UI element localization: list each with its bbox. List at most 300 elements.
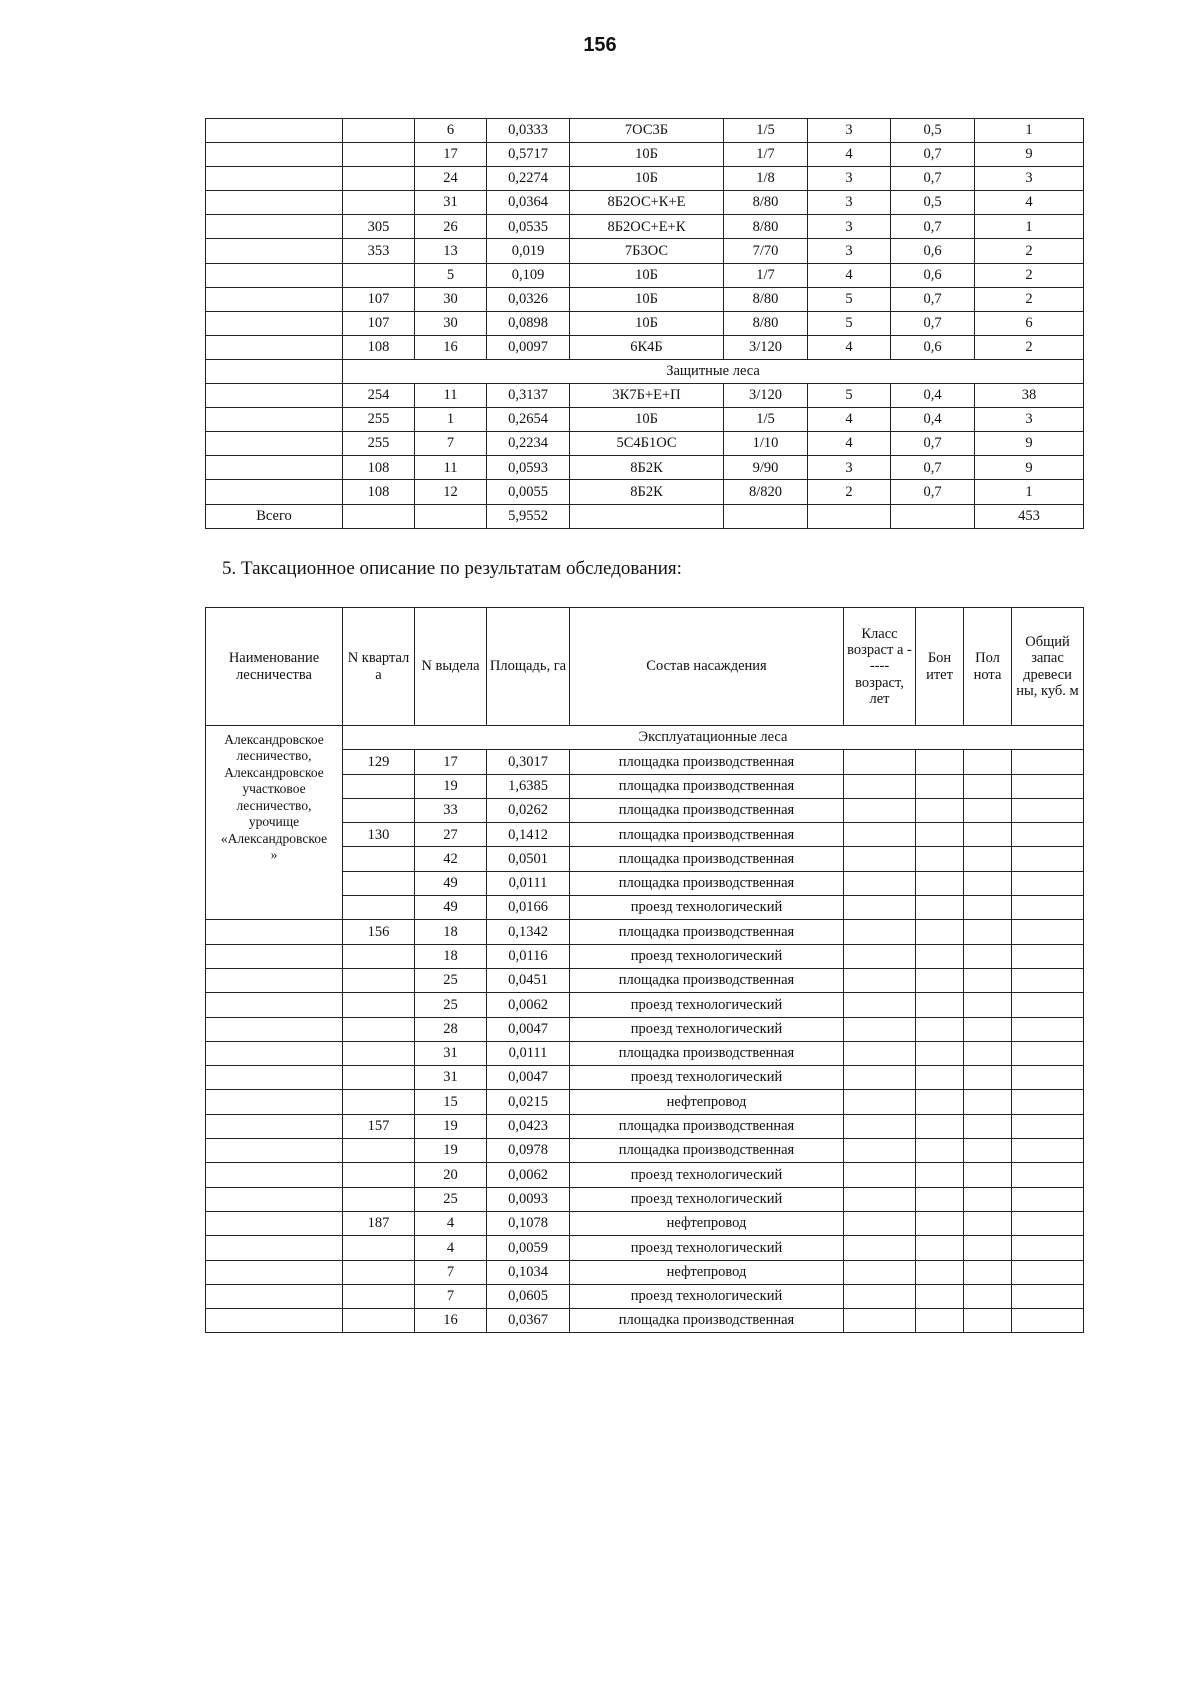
table-cell [1012,1066,1084,1090]
column-header: Площадь, га [487,608,570,726]
table-cell: 0,0059 [487,1236,570,1260]
table-cell [844,823,916,847]
table-cell [964,1260,1012,1284]
table-cell: 0,0111 [487,1041,570,1065]
table-cell [916,823,964,847]
table-cell: 0,7 [891,215,975,239]
table-cell: 19 [415,1114,487,1138]
table-cell: 3/120 [724,384,808,408]
table-cell [206,119,343,143]
table-row [206,311,1084,335]
table-cell: 0,0501 [487,847,570,871]
table-row [206,993,1084,1017]
table-cell [964,920,1012,944]
table-cell: 8/80 [724,215,808,239]
table-cell [1012,1284,1084,1308]
table-cell [1012,1187,1084,1211]
table-cell: проезд технологический [570,1284,844,1308]
forestry-name: Александровское лесничество, Александровское участковое лесничество, урочище «Александровское » [206,726,343,920]
table-cell [343,1309,415,1333]
table-cell: 1 [975,119,1084,143]
table-cell [1012,944,1084,968]
table-row [206,1211,1084,1235]
table-cell: 8/80 [724,191,808,215]
table-cell: площадка производственная [570,798,844,822]
table-row [206,335,1084,359]
table-cell: 10Б [570,167,724,191]
table-cell: 0,0047 [487,1017,570,1041]
total-cell: 453 [975,504,1084,528]
table-cell [206,1187,343,1211]
table-cell: 1/7 [724,263,808,287]
column-header: Состав насаждения [570,608,844,726]
table-cell [343,1090,415,1114]
table-cell [844,871,916,895]
table-cell [206,263,343,287]
table-cell [1012,1114,1084,1138]
total-cell: 5,9552 [487,504,570,528]
table-cell [844,968,916,992]
table-cell: 156 [343,920,415,944]
table-cell: 8Б2К [570,456,724,480]
table-cell [1012,1017,1084,1041]
table-cell: площадка производственная [570,1114,844,1138]
table-cell [1012,823,1084,847]
table-cell: 31 [415,1066,487,1090]
table-cell: 108 [343,480,415,504]
table-cell [844,1260,916,1284]
table-cell [343,1284,415,1308]
table-cell: 7 [415,1260,487,1284]
table-cell [206,1114,343,1138]
table-cell [206,1139,343,1163]
table-cell [206,287,343,311]
table-cell [916,1187,964,1211]
table-cell [844,1114,916,1138]
table-cell: 8Б2К [570,480,724,504]
section-caption: 5. Таксационное описание по результатам обследования: [222,558,682,579]
table-cell: 0,2274 [487,167,570,191]
table-cell [206,1236,343,1260]
table-cell: проезд технологический [570,993,844,1017]
table-cell: 0,0593 [487,456,570,480]
table-cell [343,993,415,1017]
table-cell [343,1017,415,1041]
table-cell [1012,1260,1084,1284]
table-cell: 7 [415,432,487,456]
section-label: Защитные леса [343,359,1084,383]
table-cell [343,263,415,287]
total-cell [343,504,415,528]
table-cell: площадка производственная [570,823,844,847]
table-row [206,408,1084,432]
table-cell: 11 [415,456,487,480]
table-cell: проезд технологический [570,1236,844,1260]
table-cell: 0,7 [891,167,975,191]
table-cell [844,798,916,822]
table-cell: 6 [975,311,1084,335]
table-cell: 3 [808,239,891,263]
table-cell: площадка производственная [570,968,844,992]
table-cell: 0,0062 [487,1163,570,1187]
table-cell [206,920,343,944]
table-cell: 255 [343,408,415,432]
table-cell: 1/8 [724,167,808,191]
table-row [206,384,1084,408]
table-cell [1012,1309,1084,1333]
table-cell [844,1139,916,1163]
section-label: Эксплуатационные леса [343,726,1084,750]
table-cell: 129 [343,750,415,774]
table-cell [916,1139,964,1163]
total-cell [415,504,487,528]
column-header: Класс возраст а ----- возраст, лет [844,608,916,726]
table-cell [964,1139,1012,1163]
table-cell: 10Б [570,311,724,335]
table-cell: 130 [343,823,415,847]
table-row [206,1309,1084,1333]
table-row [206,920,1084,944]
table-cell: 6К4Б [570,335,724,359]
table-cell [964,1163,1012,1187]
table-cell: 3К7Б+Е+П [570,384,724,408]
table-cell: 1/5 [724,408,808,432]
table-cell: площадка производственная [570,920,844,944]
table-cell [964,1041,1012,1065]
table-cell [206,1309,343,1333]
table-cell [343,1066,415,1090]
table-cell [916,944,964,968]
table-cell: 0,0062 [487,993,570,1017]
table-cell [343,968,415,992]
table-cell [343,1139,415,1163]
table-cell: проезд технологический [570,896,844,920]
table-cell [206,968,343,992]
table-cell: 18 [415,944,487,968]
table-cell: 6 [415,119,487,143]
table-cell: 1 [975,480,1084,504]
table-cell: 7ОС3Б [570,119,724,143]
table-cell: 0,0215 [487,1090,570,1114]
table-cell [964,968,1012,992]
table-cell [343,1187,415,1211]
table-cell: 0,7 [891,480,975,504]
table-cell: 13 [415,239,487,263]
table-cell [964,944,1012,968]
table-cell [844,847,916,871]
table-cell: 0,0093 [487,1187,570,1211]
table-cell: 4 [808,408,891,432]
table-cell: 0,0364 [487,191,570,215]
table-cell: 38 [975,384,1084,408]
table-cell: нефтепровод [570,1090,844,1114]
table-cell: 0,0535 [487,215,570,239]
table-cell: 0,0451 [487,968,570,992]
table-cell: 0,7 [891,432,975,456]
table-cell: 0,0898 [487,311,570,335]
table-cell: 5 [808,311,891,335]
table-cell: 0,5717 [487,143,570,167]
table-cell: 10Б [570,143,724,167]
table-row [206,1090,1084,1114]
table-cell: 108 [343,335,415,359]
table-cell: 0,109 [487,263,570,287]
table-cell: 0,1078 [487,1211,570,1235]
table-cell [844,993,916,1017]
table-cell: 4 [975,191,1084,215]
table-cell [206,408,343,432]
table-cell: 1,6385 [487,774,570,798]
table-cell: 0,0605 [487,1284,570,1308]
table-cell: 4 [808,432,891,456]
table-cell: 16 [415,335,487,359]
table-cell: 107 [343,287,415,311]
table-row [206,1284,1084,1308]
table-cell [206,311,343,335]
table-cell [1012,774,1084,798]
table-cell: 305 [343,215,415,239]
table-cell: 5 [808,287,891,311]
table-cell: 3 [808,191,891,215]
table-cell [916,896,964,920]
table-cell: проезд технологический [570,1017,844,1041]
table-cell [206,1163,343,1187]
table-row [206,1163,1084,1187]
column-header: Общий запас древеси ны, куб. м [1012,608,1084,726]
table-cell [964,798,1012,822]
table-cell [844,1066,916,1090]
table-cell [1012,1236,1084,1260]
column-header: Наименование лесничества [206,608,343,726]
table-cell: 9 [975,143,1084,167]
table-cell [1012,750,1084,774]
table-cell: 0,4 [891,384,975,408]
table-row [206,1066,1084,1090]
table-cell: 157 [343,1114,415,1138]
total-cell [724,504,808,528]
table-cell [1012,1211,1084,1235]
table-cell: 0,0166 [487,896,570,920]
table-cell: 16 [415,1309,487,1333]
table-cell [343,119,415,143]
table-cell: 8/80 [724,311,808,335]
table-cell: 7 [415,1284,487,1308]
table-row [206,191,1084,215]
section-row [206,359,1084,383]
table-cell: 0,0055 [487,480,570,504]
table-cell: 108 [343,456,415,480]
table-cell: 0,7 [891,456,975,480]
table-cell: проезд технологический [570,1163,844,1187]
table-cell: площадка производственная [570,1041,844,1065]
table-cell: 42 [415,847,487,871]
table-cell [206,456,343,480]
table-cell [916,1114,964,1138]
table-cell: 0,0333 [487,119,570,143]
table-cell [916,871,964,895]
table-cell [343,847,415,871]
table-row [206,1236,1084,1260]
table-cell: 4 [415,1236,487,1260]
table-row [206,1260,1084,1284]
table-cell: 2 [808,480,891,504]
felling-table [205,118,1084,529]
table-row [206,143,1084,167]
table-cell: нефтепровод [570,1260,844,1284]
table-cell: 28 [415,1017,487,1041]
table-cell [343,871,415,895]
table-cell: 0,019 [487,239,570,263]
table-cell: 24 [415,167,487,191]
table-cell [343,1041,415,1065]
table-cell [916,750,964,774]
table-cell [1012,1090,1084,1114]
table-row [206,1139,1084,1163]
table-cell [916,1090,964,1114]
table-row [206,432,1084,456]
table-cell [1012,993,1084,1017]
table-cell: 49 [415,871,487,895]
table-cell: 25 [415,993,487,1017]
table-cell: 0,2234 [487,432,570,456]
table-cell: 2 [975,263,1084,287]
table-cell: 0,6 [891,335,975,359]
table-cell [916,798,964,822]
table-cell [916,1041,964,1065]
table-cell: 10Б [570,287,724,311]
table-cell [844,1309,916,1333]
table-cell [916,1309,964,1333]
table-cell: площадка производственная [570,774,844,798]
table-cell: 0,0367 [487,1309,570,1333]
table-cell: 10Б [570,263,724,287]
table-cell [206,480,343,504]
table-cell: 0,0111 [487,871,570,895]
table-cell: проезд технологический [570,1187,844,1211]
table-cell [206,1260,343,1284]
table-row [206,1017,1084,1041]
table-cell: 25 [415,1187,487,1211]
table-cell: 19 [415,774,487,798]
table-cell: 0,1342 [487,920,570,944]
table-cell: 0,0262 [487,798,570,822]
table-cell: 30 [415,311,487,335]
total-cell: Всего [206,504,343,528]
table-cell [964,1090,1012,1114]
table-cell: 20 [415,1163,487,1187]
table-cell: 0,2654 [487,408,570,432]
table-cell [844,1041,916,1065]
table-cell: 7Б3ОС [570,239,724,263]
table-cell: проезд технологический [570,944,844,968]
table-cell [206,1211,343,1235]
table-cell [343,944,415,968]
table-cell [844,1017,916,1041]
table-cell [844,774,916,798]
table-cell: 0,5 [891,191,975,215]
table-row [206,1041,1084,1065]
table-cell: 17 [415,750,487,774]
table-cell: 3 [975,167,1084,191]
table-cell [1012,968,1084,992]
table-cell [206,1284,343,1308]
table-cell: 0,1412 [487,823,570,847]
table-cell: 0,6 [891,263,975,287]
table-cell [964,1017,1012,1041]
table-cell: 7/70 [724,239,808,263]
table-cell: 1 [975,215,1084,239]
total-row [206,504,1084,528]
table-cell [916,1284,964,1308]
table-cell: 11 [415,384,487,408]
table-cell [916,993,964,1017]
table-row [206,119,1084,143]
table-cell: 0,0326 [487,287,570,311]
table-cell: 1/7 [724,143,808,167]
table-cell [343,896,415,920]
table-cell: нефтепровод [570,1211,844,1235]
table-cell: 49 [415,896,487,920]
table-cell [916,968,964,992]
table-cell [964,823,1012,847]
table-cell [343,798,415,822]
table-cell [844,920,916,944]
table-row [206,263,1084,287]
table-cell: 0,0978 [487,1139,570,1163]
table-cell: 26 [415,215,487,239]
table-cell [844,1090,916,1114]
table-cell: площадка производственная [570,847,844,871]
table-cell: 0,0097 [487,335,570,359]
table-cell: 0,3137 [487,384,570,408]
table-row [206,480,1084,504]
table-cell [206,1066,343,1090]
table-cell: 254 [343,384,415,408]
table-cell [964,1211,1012,1235]
table-cell [206,239,343,263]
table-cell [206,1041,343,1065]
table-cell: 3 [808,456,891,480]
table-cell [206,359,343,383]
table-cell: 0,3017 [487,750,570,774]
table-cell: 1/5 [724,119,808,143]
table-cell [916,847,964,871]
table-cell: 4 [808,143,891,167]
table-cell [206,191,343,215]
table-cell: 31 [415,1041,487,1065]
table-row [206,456,1084,480]
table-cell: 31 [415,191,487,215]
table-cell: 4 [808,263,891,287]
table-cell: 187 [343,1211,415,1235]
table-cell [916,1211,964,1235]
table-cell [343,1236,415,1260]
table-cell [206,143,343,167]
table-cell: 8Б2ОС+Е+К [570,215,724,239]
column-header: Пол нота [964,608,1012,726]
section-row [206,726,1084,750]
table-cell: 9 [975,456,1084,480]
table-cell: 3 [808,167,891,191]
column-header: N квартал а [343,608,415,726]
table-cell [964,847,1012,871]
header-row [206,608,1084,726]
table-cell [206,1017,343,1041]
table-cell [844,1187,916,1211]
table-cell [844,1211,916,1235]
table-cell [343,1163,415,1187]
table-cell [844,896,916,920]
